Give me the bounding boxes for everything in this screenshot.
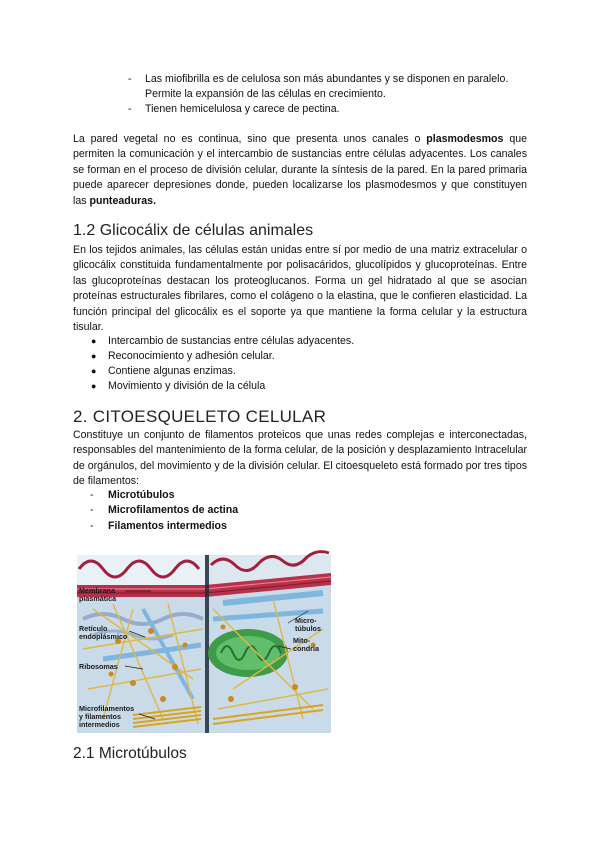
cytoskeleton-figure — [73, 549, 335, 739]
label-microfilamentos: Microfilamentos y filamentos intermedios — [79, 704, 135, 729]
heading-citoesqueleto: 2. CITOESQUELETO CELULAR — [73, 407, 327, 426]
list-item: ● Intercambio de sustancias entre células adyacentes. — [91, 335, 355, 347]
list-item: - Tienen hemicelulosa y carece de pectina. — [128, 103, 340, 115]
cytoskeleton-illustration — [73, 549, 335, 739]
label-reticulo: Retículo endoplásmico — [79, 624, 128, 641]
cell-wall-features-list — [128, 72, 533, 117]
label-ribosomas: Ribosomas — [79, 662, 118, 671]
filament-types-list — [90, 488, 238, 534]
plasmodesmos-paragraph: La pared vegetal no es continua, sino que presenta unos canales o plasmodesmos que permiten la comunicación y el intercambio de sustancias entre células adyacentes. Los canales se forman en el proceso de división celular, durante la síntesis de la pared. En la pared primaria puede aparecer depresiones donde, pueden localizarse los plasmodesmos y que constituyen las punteaduras. — [73, 133, 527, 207]
list-item: - Filamentos intermedios — [90, 519, 227, 532]
label-membrana: Membrana plasmática — [79, 586, 117, 603]
heading-microtubulos: 2.1 Microtúbulos — [73, 745, 187, 762]
list-item: ● Contiene algunas enzimas. — [91, 365, 236, 377]
glicocalix-paragraph: En los tejidos animales, las células están unidas entre sí por medio de una matriz extracelular o glicocálix constituida fundamentalmente por polisacáridos, glucolípidos y glucoproteínas. Entre las glucoproteínas destacan los proteoglucanos. Forma un gel hidratado al que se asocian proteínas estructurales fibrilares, como el colágeno o la elastina, que le confieren elasticidad. La función principal del glicocálix es el soporte ya que mantiene la forma celular y la estructura tisular. — [73, 244, 527, 334]
list-item: ● Reconocimiento y adhesión celular. — [91, 350, 275, 362]
list-item: - Microtúbulos — [90, 489, 175, 501]
label-microtubulos: Micro- túbulos — [295, 616, 321, 633]
citoesqueleto-paragraph: Constituye un conjunto de filamentos proteicos que unas redes complejas e interconectadas, responsables del mantenimiento de la forma celular, de la posición y desplazamiento Intracelular de orgánulos, del movimiento y de la división celular. El citoesqueleto está formado por tres tipos de filamentos: — [73, 429, 528, 488]
list-item: - Las miofibrilla es de celulosa son más abundantes y se disponen en paralelo. Permite la expansión de las células en crecimiento. — [128, 73, 509, 100]
mitochondrion — [208, 629, 288, 677]
label-mitocondria: Mito- condria — [293, 636, 319, 653]
list-item: ● Movimiento y división de la célula — [91, 380, 266, 392]
list-item: - Microfilamentos de actina — [90, 504, 239, 517]
glicocalix-functions-list — [90, 334, 354, 394]
heading-glicocalix: 1.2 Glicocálix de células animales — [73, 222, 314, 239]
